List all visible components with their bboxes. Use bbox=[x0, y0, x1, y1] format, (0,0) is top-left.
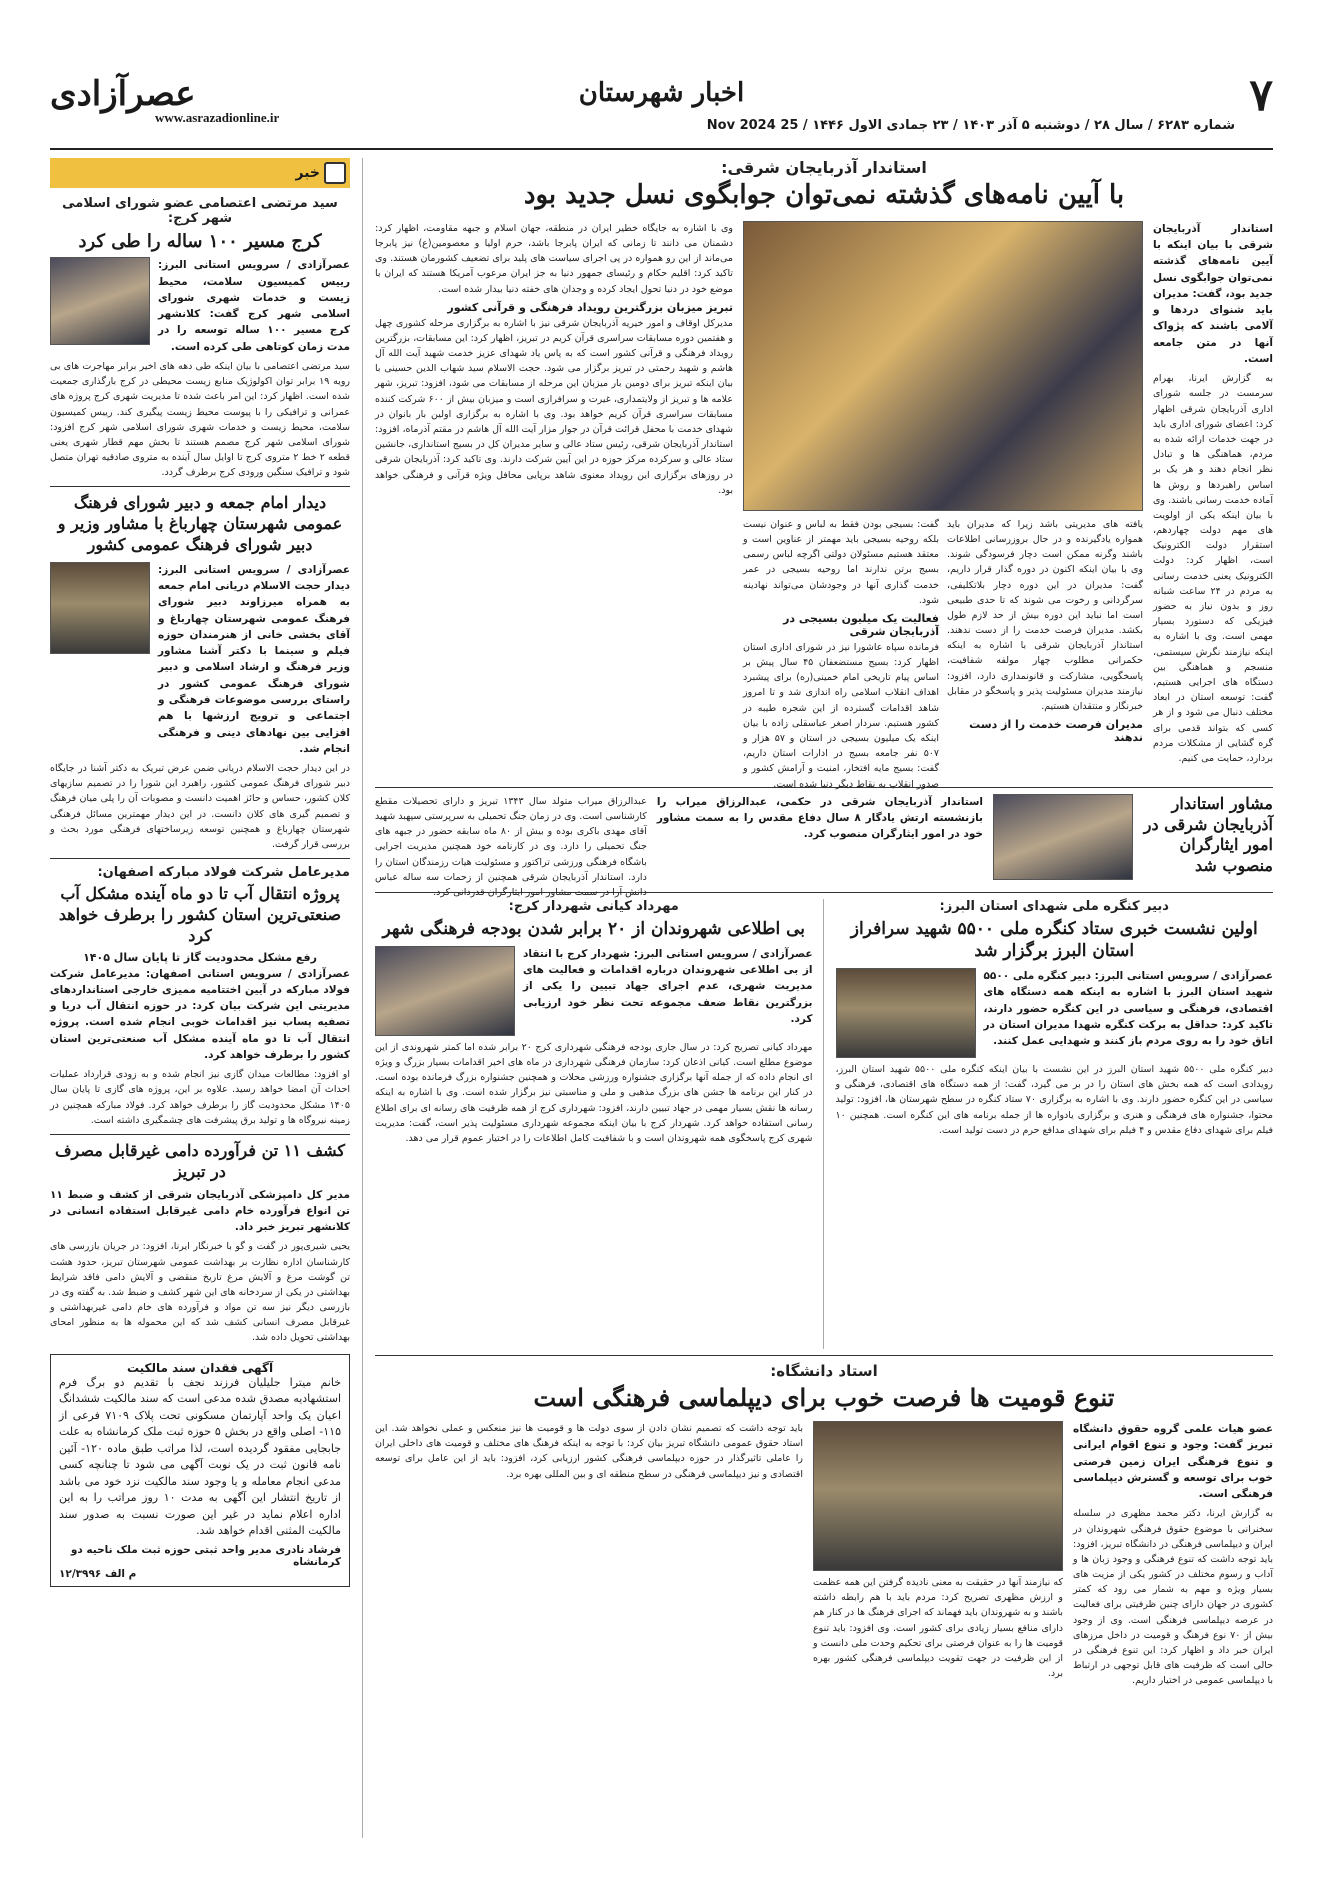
header-divider bbox=[50, 148, 1273, 150]
news-tag bbox=[50, 158, 350, 188]
article-kicker: سید مرتضی اعتصامی عضو شورای اسلامی شهر کرج: bbox=[62, 196, 338, 226]
article-lead: عصرآزادی / سرویس استانی البرز: شهردار کرج با انتقاد از بی اطلاعی شهروندان درباره اقدامات و فعالیت های مدیریت شهری، عدم اجرای جهاد تبیین را یکی از بزرگترین نقاط ضعف مجموعه تحت نظر خود ارزیابی کرد. bbox=[523, 947, 813, 1025]
article-body-1: به گزارش ایرنا، دکتر محمد مظهری در سلسله سخنرانی با موضوع حقوق فرهنگی شهروندان در ایران و دیپلماسی فرهنگی در دانشگاه تبریز، افزود: باید توجه داشت که تنوع فرهنگی و وجود زبان ها و آداب و رسوم مختلف در کشور یکی از مزیت های بسیار ویژه و مهم به شمار می رود که کمتر کشوری در جهان دارای چنین ظرفیتی برای فعالیت در عرصه دیپلماسی فرهنگی است. وی از وجود بیش از ۷۰ نوع فرهنگ و قومیت در داخل مرزهای ایران خبر داد و اظهار کرد: این تنوع فرهنگی در حالی است که ظرفیت های قابل توجهی در ارتباط با دیپلماسی عمومی در اختیار داریم. bbox=[1073, 1508, 1274, 1687]
lead-title[interactable]: با آیین نامه‌های گذشته نمی‌توان جوابگوی نسل جدید بود bbox=[523, 180, 1125, 210]
page-header bbox=[50, 60, 1273, 140]
article-body-2: که نیازمند آنها در حقیقت به معنی نادیده گرفتن این همه عظمت و ارزش مظهری تصریح کرد: مردم باید با هم رابطه داشته باشند و به شهروندان باید فهماند که اجرای فرهنگ ها در کنار هم دارای منافع بسیار زیادی برای کشور است. وی افزود: باید تنوع قومیت ها را به عنوان فرصتی برای تحکیم وحدت ملی دانست و از این ظرفیت در جهت تقویت دیپلماسی فرهنگی کشور بهره برد. bbox=[813, 1576, 1063, 1680]
article-lead: عصرآزادی / سرویس استانی البرز: رییس کمیسیون سلامت، محیط زیست و خدمات شهری شورای اسلامی شهر کرج گفت: کلانشهر کرج مسیر ۱۰۰ ساله توسعه را در مدت زمان کوتاهی طی کرده است. bbox=[158, 259, 350, 353]
divider bbox=[50, 486, 350, 487]
divider bbox=[50, 1134, 350, 1135]
lead-col-2 bbox=[743, 221, 1143, 790]
article-chaharbagh bbox=[50, 493, 350, 852]
lead-sub-2: فعالیت یک میلیون بسیجی در آذربایجان شرقی bbox=[783, 611, 939, 638]
article-title[interactable]: کرج مسیر ۱۰۰ ساله را طی کرد bbox=[78, 231, 322, 252]
article-lead: عصرآزادی / سرویس استانی البرز: دبیر کنگره ملی ۵۵۰۰ شهید استان البرز با اشاره به اینکه همه دستگاه های اقتصادی، فرهنگی و سیاسی در این کنگره حضور دارند، تاکید کرد: حداقل به برکت کنگره شهدا مدیران استان در اتاق خود را به روی مردم باز کنند و شهدایی عمل کنند. bbox=[983, 969, 1273, 1048]
divider bbox=[375, 1355, 1273, 1356]
appointment-photo bbox=[993, 794, 1133, 880]
news-tag-label: خبر bbox=[295, 165, 320, 181]
article-title[interactable]: مشاور استاندار آذربایجان شرقی در امور ایثارگران منصوب شد bbox=[1143, 793, 1273, 876]
lead-body-3: گفت: بسیجی بودن فقط به لباس و عنوان نیست بلکه روحیه بسیجی باید مهمتر از عناوین است و معتقد هستیم مسئولان دولتی اگرچه لباس رسمی بسیج برتن ندارند اما روحیه بسیجی در عمر خدمت گذاری آنها در وجودشان می‌تواند نهادینه شود. bbox=[743, 518, 939, 606]
article-appointment bbox=[375, 793, 1273, 898]
article-body: یحیی شیری‌پور در گفت و گو با خبرنگار ایرنا، افزود: در جریان بازرسی های کارشناسان اداره نظارت بر بهداشت عمومی شهرستان تبریز، حدود هشت تن گوشت مرغ و آلایش مرغ تاریخ منقضی و آلایش دامی فاقد شرایط بهداشتی در یکی از سردخانه های این شهر کشف و ضبط شد. به گفته وی در بازرسی دیگر نیز سه تن مواد و فرآورده های خام دامی غیربهداشتی و غیرقابل مصرف انسانی کشف شد که این محموله ها به منظور امحای بهداشتی تحویل داده شد. bbox=[50, 1241, 350, 1344]
article-body: مهرداد کیانی تصریح کرد: در سال جاری بودجه فرهنگی شهرداری کرج ۲۰ برابر شده اما کمتر شهروندی از این موضوع مطلع است. کیانی اذعان کرد: سازمان فرهنگی شهرداری در ماه های اخیر اقدامات بسیار بزرگ و ویژه ای انجام داده که از جمله آنها برگزاری جشنواره ورزشی محلات و همچنین جشنواره بزرگ فرمانده بوده است. در کنار این برنامه ها جشن های بزرگ مذهبی و ملی و مناسبتی نیز برگزار شده است. وی با اشاره به اینکه رسانه ها نقش بسیار مهمی در جهاد تبیین دارند، افزود: شهرداری کرج از همه ظرفیت های رسانه ای برای اطلاع رسانی استفاده خواهد کرد. شهردار کرج با بیان اینکه مجموعه شهرداری مسئولیت پذیر است، گفت: مدیریت شهری کرج پاسخگوی همه شهروندان است و با شفافیت کامل اطلاعات را در اختیار عموم قرار می دهد. bbox=[375, 1041, 813, 1145]
article-lead: عصرآزادی / سرویس استانی البرز: دیدار حجت الاسلام دریانی امام جمعه به همراه میرزاوند دبیر شورای فرهنگ عمومی شهرستان چهارباغ و آقای بخشی خانی از هنرمندان حوزه فیلم و سینما با دکتر آشنا مشاور وزیر فرهنگ و ارشاد اسلامی و دبیر شورای فرهنگ عمومی کشور در راستای بررسی موضوعات فرهنگی و اجتماعی و ترویج ارزشها با هم افزایی بین نهادهای دینی و فرهنگی انجام شد. bbox=[158, 563, 350, 755]
article-body-3: باید توجه داشت که تصمیم نشان دادن از سوی دولت ها و قومیت ها نیز منعکس و عملی نخواهد شد. این استاد حقوق عمومی دانشگاه تبریز بیان کرد: با توجه به اینکه فرهنگ های مختلف و قومیت های داخلی ایران را عاملی تاثیرگذار در حوزه دیپلماسی فرهنگی کشور ارزیابی کرد، افزود: باید از این عامل برای توسعه اقتصادی و نیز دیپلماسی فرهنگی در سطح منطقه ای و بین المللی بهره برد. bbox=[375, 1422, 803, 1480]
notice-title: آگهی فقدان سند مالکیت bbox=[126, 1360, 274, 1375]
article-karaj bbox=[50, 196, 350, 480]
article-title[interactable]: کشف ۱۱ تن فرآورده دامی غیرقابل مصرف در تبریز bbox=[54, 1140, 346, 1181]
website-link[interactable]: www.asrazadionline.ir bbox=[155, 110, 280, 125]
article-lead: مدیر کل دامپزشکی آذربایجان شرقی از کشف و ضبط ۱۱ تن انواع فرآورده خام دامی غیرقابل استفاده انسانی در کلانشهر تبریز خبر داد. bbox=[50, 1188, 350, 1234]
news-icon bbox=[324, 162, 346, 184]
lead-body-6: مدیرکل اوقاف و امور خیریه آذربایجان شرقی نیز با اشاره به برگزاری مرحله کشوری چهل و هفتمین دوره مسابقات سراسری قرآن کریم در تبریز، اظهار کرد: این مسابقات، بزرگترین رویداد فرهنگی و قرآنی کشور است که به پاس یاد شهدای عزیز خدمت شهید آیت الله آل هاشم و شهید رحمتی در تبریز برگزار می شود. حجت الاسلام سید شهاب الدین حسینی با بیان اینکه تبریز برای دومین بار میزبان این مرحله از مسابقات می شود، افزود: تبریز، شهر علامه ها و تبریز از ولایتمداری، غیرت و سرافرازی است و میزبان بیش از ۶۰۰ شرکت کننده مسابقات سراسری قرآن کریم خواهد بود. وی با اشاره به برگزاری اولین بار بانوان در شهدای خدمت با محفل قرائت قرآن در جوار مزار آیت الله آل هاشم در مقتم آذرماه، افزود: استاندار آذربایجان شرقی، رئیس ستاد عالی و سایر مدیران کل در بسیج استانداری، جانشین ستاد عالی و سرکرده مرکز حوزه در این آیین شرکت دارند. وی تاکید کرد: آذربایجان شرقی در روزهای برگزاری این رویداد معنوی شاهد برپایی محافل ویژه قرآنی و فرهنگی خواهد بود. bbox=[375, 317, 734, 496]
article-lead: عضو هیات علمی گروه حقوق دانشگاه تبریز گفت: وجود و تنوع اقوام ایرانی و تنوع فرهنگی ایران زمین فرصتی خوب برای توسعه و گسترش دیپلماسی فرهنگی است. bbox=[1073, 1422, 1273, 1501]
article-title[interactable]: تنوع قومیت ها فرصت خوب برای دیپلماسی فرهنگی است bbox=[533, 1382, 1115, 1412]
lead-kicker: استاندار آذربایجان شرقی: bbox=[721, 158, 927, 177]
notice-signature: فرشاد نادری مدیر واحد ثبتی حوزه ثبت ملک ناحیه دو کرمانشاه bbox=[70, 1543, 341, 1568]
lead-col-1 bbox=[1153, 221, 1273, 781]
lecture-photo bbox=[813, 1421, 1063, 1571]
lead-sub-3: تبریز میزبان بزرگترین رویداد فرهنگی و قرآنی کشور bbox=[447, 300, 733, 314]
main-column bbox=[362, 158, 1273, 1838]
lead-sub-1: مدیران فرصت خدمت را از دست ندهند bbox=[969, 718, 1143, 745]
lead-body-2: یافته های مدیریتی باشد زیرا که مدیران باید همواره یادگیرنده و در حال بروزرسانی اطلاعات باشند وگرنه ممکن است دچار فرسودگی شوند. وی با بیان اینکه اکنون در دوره گذار قرار داریم، گفت: مدیران در این دوره دچار بلاتکلیفی، سرگردانی و رخوت می شوند که تا حدی طبیعی است اما نباید این دوره بیش از حد لازم طول بکشد. مدیران فرصت خدمت را از دست ندهند. استاندار آذربایجان شرقی با اشاره به اینکه حکمرانی مطلوب چهار مولفه شفافیت، پاسخگویی، مشارکت و قانونمداری دارد، افزود: نیازمند مدیران مسئولیت پذیر و پاسخگو در مقابل خبرنگار و منتقدان هستیم. bbox=[947, 518, 1143, 713]
article-mayor bbox=[375, 899, 824, 1349]
article-lead: استاندار آذربایجان شرقی در حکمی، عبدالرزاق میراب را بازنشسته ارتش یادگار ۸ سال دفاع مقدس را به سمت مشاور خود در امور ایثارگران منصوب کرد. bbox=[656, 795, 983, 841]
lead-body-5: وی با اشاره به جایگاه خطیر ایران در منطقه، جهان اسلام و جبهه مقاومت، اظهار کرد: دشمنان می دانند تا زمانی که ایران پابرجا باشد، حرم اولیا و معصومین(ع) نیز پابرجا می‌ماند از این رو همواره در پی اجرای سیاست های پلید برای تضعیف کشورمان هستند. وی تاکید کرد: اقلیم حکام و رئیسای جمهور دنیا به جز ایران مرعوب آمریکا هستند که ایران با موضع خود در دنیا تحول ایجاد کرده و وجدان های خفته دنیا بیدار شده است. bbox=[375, 222, 733, 295]
article-body: عبدالرزاق میراب متولد سال ۱۳۴۳ تبریز و دارای تحصیلات مقطع کارشناسی است. وی در زمان جنگ تحمیلی به سرپرستی سپهبد شهید آقای مهدی باکری بوده و بیش از ۸۰ ماه سابقه حضور در جبهه های جنگ تحمیلی را دارد. وی در کارنامه خود همچنین مدیریت اجرایی باشگاه فرهنگی ورزشی تراکتور و مسئولیت هیات رزمندگان استان را دارد. استاندار آذربایجان شرقی همچنین از زحمات سه ساله عباس دانش آرا در سمت مشاور امور ایثارگران قدردانی کرد. bbox=[375, 795, 647, 898]
article-body: سید مرتضی اعتصامی با بیان اینکه طی دهه های اخیر برابر مهاجرت های بی رویه ۱۹ برابر توان اکولوژیک منابع زیست محیطی در کرج بارگذاری جمعیت شده است. اظهار کرد: این امر باعث شده تا مدیریت شهری کرج پروژه های عمرانی و ترافیکی را با پیوست محیط زیست پیگیری کند. رییس کمیسیون سلامت، محیط زیست و خدمات شهری شورای اسلامی شهر کرج افزود: شورای اسلامی شهر کرج مصمم هستند تا بخش مهم قطار شهری یعنی قطعه ۲ خط ۲ متروی کرج تا اوایل سال آینده به متروی صادقیه تهران متصل شود و ترافیک سنگین ورودی کرج برطرف گردد. bbox=[50, 360, 351, 479]
lead-story bbox=[375, 158, 1273, 790]
lead-col-3 bbox=[375, 221, 733, 781]
article-foulad bbox=[50, 865, 350, 1128]
meeting-photo bbox=[50, 562, 150, 654]
article-tabriz-meat bbox=[50, 1141, 350, 1346]
article-kicker: مهرداد کیانی شهردار کرج: bbox=[508, 898, 679, 914]
mayor-photo bbox=[375, 946, 515, 1036]
article-diplomacy bbox=[375, 1362, 1273, 1689]
legal-notice bbox=[50, 1354, 350, 1587]
article-body: در این دیدار حجت الاسلام دریانی ضمن عرض تبریک به دکتر آشنا در جایگاه دبیر شورای فرهنگ عمومی کشور، راهبرد این شورا را در تصمیم سازیهای کلان کشور، حساس و حائز اهمیت دانست و مصوبات آن را پلی میان فرهنگ و تصمیم گیری های کلان دانست. در این دیدار مهمترین مسائل فرهنگی شهرستان چهارباغ و همچنین توسعه زیرساختهای فرهنگی مورد بحث و بررسی قرار گرفت. bbox=[50, 763, 350, 850]
article-kicker: استاد دانشگاه: bbox=[770, 1361, 878, 1380]
article-title[interactable]: دیدار امام جمعه و دبیر شورای فرهنگ عمومی شهرستان چهارباغ با مشاور وزیر و دبیر شورای فرهنگ عمومی کشور bbox=[57, 493, 343, 555]
article-body: دبیر کنگره ملی ۵۵۰۰ شهید استان البرز در این نشست با بیان اینکه کنگره ملی ۵۵۰۰ شهید استان البرز، رویدادی است که همه بخش های استان را در بر می گیرد، گفت: از همه دستگاه های اقتصادی، فرهنگی و سیاسی در این کنگره حضور دارند. وی با اشاره به برگزاری ۷۰ ستاد کنگره در سطح شهرستان ها، افزود: تولید محتوا، جشنواره های فرهنگی و هنری و برگزاری یادواره ها از جمله برنامه های این کنگره است. همچنین ۱۰ فیلم برای شهدای دفاع مقدس و ۴ فیلم برای شهدای مدافع حرم در دست تولید است. bbox=[835, 1063, 1273, 1136]
notice-code: م الف ۱۲/۳۹۹۶ bbox=[59, 1567, 137, 1580]
article-title[interactable]: پروژه انتقال آب تا دو ماه آینده مشکل آب صنعتی‌ترین استان کشور را برطرف خواهد کرد bbox=[58, 884, 342, 945]
lead-body-1: به گزارش ایرنا، بهرام سرمست در جلسه شورای اداری آذربایجان شرقی اظهار کرد: اعضای شورای اداری باید در جهت خدمات ارائه شده به مردم، هماهنگی ها و تبادل نظر انجام دهند و هر یک بر اساس راهبردها و روش ها آماده خدمت رسانی باشند. وی با بیان اینکه یکی از اولویت های مهم دولت چهاردهم، استقرار دولت الکترونیک است، اظهار کرد: دولت الکترونیک یعنی خدمت رسانی به مردم در ۲۴ ساعت شبانه روز و بدون نیاز به حضور فیزیکی که دستورد بسیار مهمی است. وی با اشاره به اینکه نیازمند نگرش سیستمی، منسجم و هماهنگی بین دستگاه های اجرایی هستیم، گفت: توسعه استان در ابعاد مختلف دنبال می شود و از هر کسی که بتواند قدمی برای گره گشایی از مشکلات مردم بردارد، حمایت می کنیم. bbox=[1153, 373, 1273, 764]
portrait-photo bbox=[50, 257, 150, 345]
issue-date-line: شماره ۶۲۸۳ / سال ۲۸ / دوشنبه ۵ آذر ۱۴۰۳ / ۲۳ جمادی الاول ۱۴۴۶ / 25 Nov 2024 bbox=[706, 118, 1235, 133]
article-subtitle: رفع مشکل محدودیت گاز تا پایان سال ۱۴۰۵ bbox=[83, 950, 317, 964]
congress-photo bbox=[836, 968, 976, 1058]
divider bbox=[50, 858, 350, 859]
notice-body: خانم میترا جلیلیان فرزند نجف با تقدیم دو برگ فرم استشهادیه مصدق شده مدعی است که سند مالکیت ششدانگ اعیان یک واحد آپارتمان مسکونی تحت پلاک ۷۱۰۹ فرعی از ۱۱۵- اصلی واقع در بخش ۵ حوزه ثبت ملک کرمانشاه به علت جابجایی مفقود گردیده است، لذا مراتب طبق ماده ۱۲۰- آئین نامه قانون ثبت در یک نوبت آگهی می شود تا چنانچه کسی مدعی انجام معامله و یا وجود سند مالکیت نزد خود می باشد از تاریخ انتشار این آگهی به مدت ۱۰ روز مراتب را به این اداره اعلام نماید در غیر این صورت نسبت به صدور سند مالکیت المثنی اقدام خواهد شد. bbox=[59, 1375, 342, 1538]
section-title: اخبار شهرستان bbox=[578, 78, 745, 108]
middle-row bbox=[375, 899, 1273, 1349]
left-column bbox=[50, 158, 350, 1838]
article-congress bbox=[836, 899, 1274, 1349]
page-number: ۷ bbox=[1249, 70, 1273, 121]
article-kicker: دبیر کنگره ملی شهدای استان البرز: bbox=[939, 898, 1169, 914]
article-body: او افزود: مطالعات میدان گازی نیز انجام شده و به زودی قرارداد عملیات احداث آن امضا خواهد رسید. علاوه بر این، پروژه های گازی تا پایان سال ۱۴۰۵ مشکل محدودیت گاز را برطرف خواهد کرد. فولاد مبارکه همچنین در زمینه نیروگاه ها و تولید برق پیشرفت های چشمگیری داشته است. bbox=[50, 1069, 350, 1126]
newspaper-logo: عصرآزادی bbox=[50, 74, 196, 114]
article-kicker: مدیرعامل شرکت فولاد مبارکه اصفهان: bbox=[97, 865, 350, 881]
lead-body-4: فرمانده سپاه عاشورا نیز در شورای اداری استان اظهار کرد: بسیج مستضعفان ۴۵ سال پیش بر اساس پیام تاریخی امام خمینی(ره) برای پیشبرد اهداف انقلاب اسلامی راه اندازی شد و تا امروز شاهد اقدامات گسترده از این شجره طیبه در کشور هستیم. سردار اصغر عباسقلی زاده با بیان اینکه یک میلیون بسیجی در استان و ۵۷ هزار و ۵۰۷ نفر جامعه بسیج در ادارات استان داریم، گفت: بسیج مایه افتخار، امنیت و آرامش کشور و صدور انقلاب به نقاط دیگر دنیا شده است. bbox=[743, 641, 940, 790]
lead-lead: استاندار آذربایجان شرقی با بیان اینکه با آیین نامه‌های گذشته نمی‌توان جوابگوی نسل جدید بود، گفت: مدیران باید شنوای دردها و آلامی باشند که پژواک آنها در متن جامعه است. bbox=[1152, 222, 1273, 365]
governor-photo bbox=[743, 221, 1143, 511]
article-title[interactable]: بی اطلاعی شهروندان از ۲۰ برابر شدن بودجه فرهنگی شهر bbox=[382, 918, 806, 939]
article-title[interactable]: اولین نشست خبری ستاد کنگره ملی ۵۵۰۰ شهید سرافراز استان البرز برگزار شد bbox=[850, 918, 1258, 961]
article-lead: عصرآزادی / سرویس استانی اصفهان: مدیرعامل شرکت فولاد مبارکه در آیین اختتامیه ممیزی خارجی استانداردهای مدیریتی این شرکت بیان کرد: در حوزه انتقال آب دریا و تصفیه پساب نیز اقدامات خوبی انجام شده است. پروژه انتقال آب تا دو ماه آینده مشکل آب صنعتی‌ترین استان کشور را برطرف خواهد کرد. bbox=[50, 967, 350, 1061]
